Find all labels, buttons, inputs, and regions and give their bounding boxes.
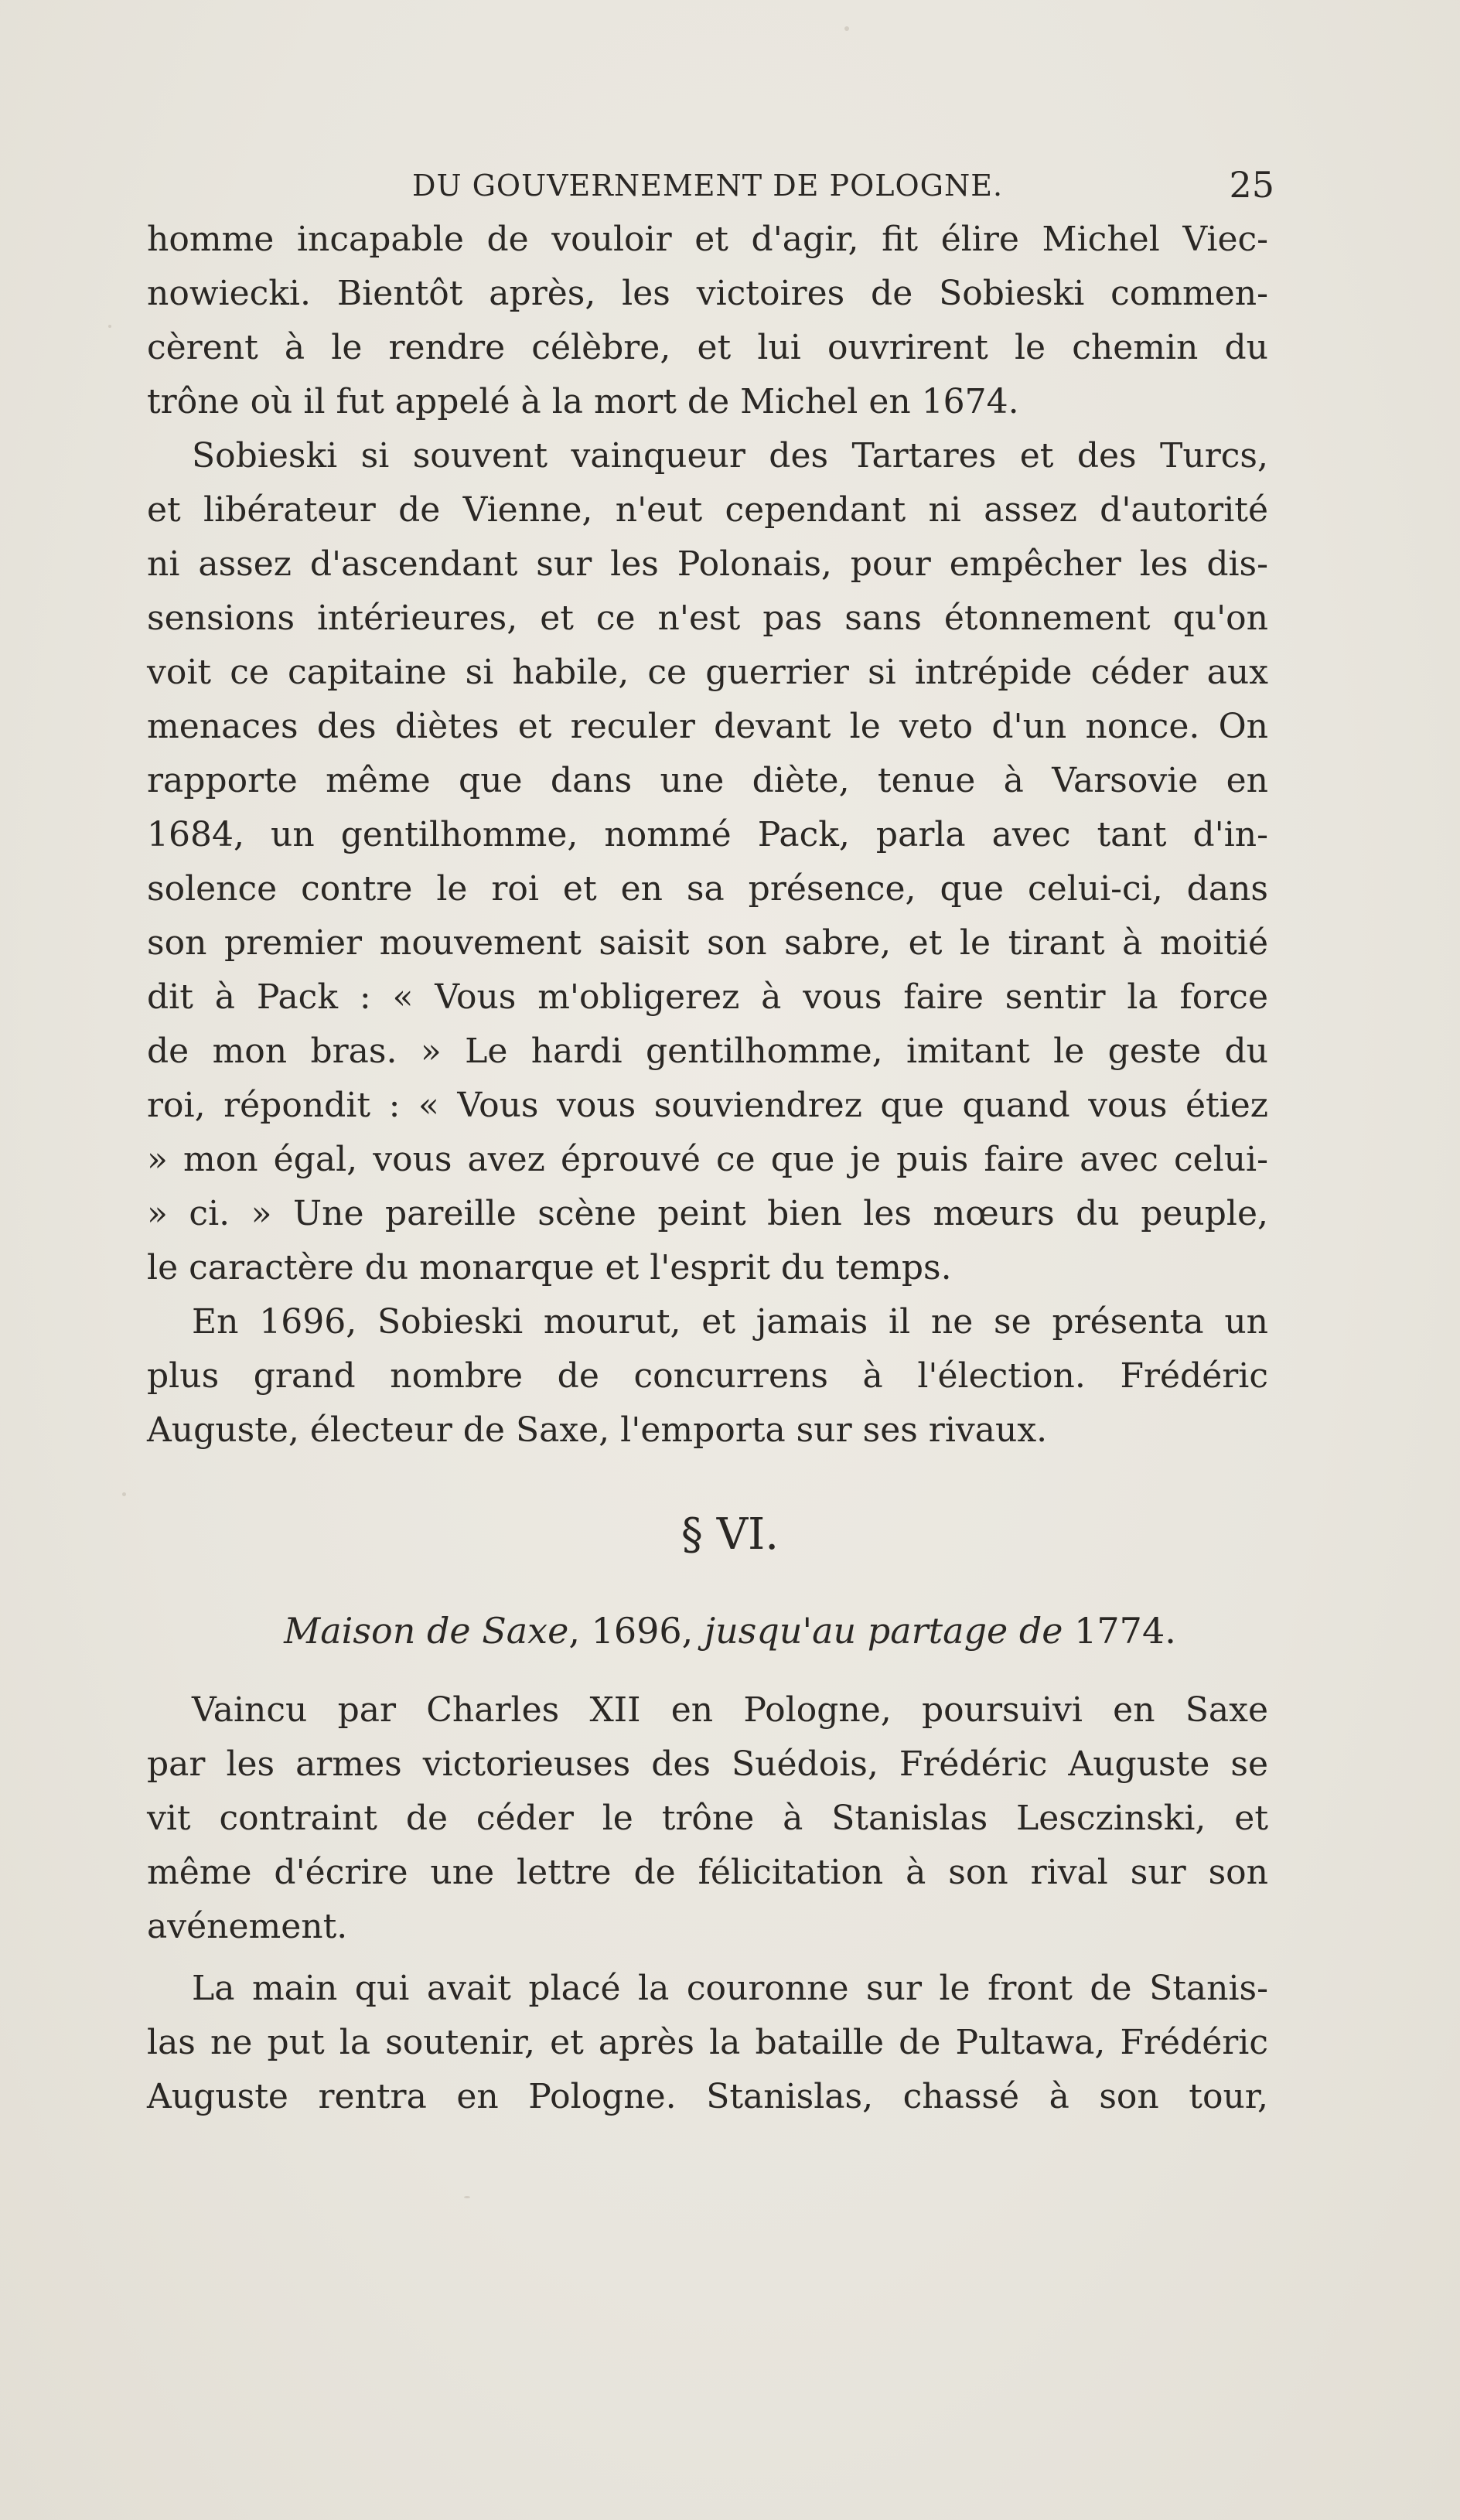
subtitle-end-year: 1774. [1063, 1610, 1176, 1652]
paper-speck [108, 325, 111, 328]
text-line: solence contre le roi et en sa présence, que celui-ci, dans [147, 869, 1268, 909]
text-line: plus grand nombre de concurrens à l'élection. Frédéric [147, 1356, 1268, 1396]
text-line: le caractère du monarque et l'esprit du temps. [147, 1248, 952, 1287]
text-line: voit ce capitaine si habile, ce guerrier si intrépide céder aux [147, 653, 1268, 692]
text-line: sensions intérieures, et ce n'est pas sans étonnement qu'on [147, 598, 1268, 638]
text-line: trône où il fut appelé à la mort de Michel en 1674. [147, 382, 1019, 421]
text-line: menaces des diètes et reculer devant le veto d'un nonce. On [147, 707, 1268, 746]
text-line: de mon bras. » Le hardi gentilhomme, imitant le geste du [147, 1032, 1268, 1071]
section-subtitle [0, 1610, 1460, 1652]
paper-speck [122, 1492, 126, 1496]
text-line: rapporte même que dans une diète, tenue à Varsovie en [147, 761, 1268, 800]
text-line: par les armes victorieuses des Suédois, Frédéric Auguste se [147, 1744, 1268, 1784]
text-line: » ci. » Une pareille scène peint bien les mœurs du peuple, [147, 1194, 1268, 1233]
subtitle-start-year: , 1696, [568, 1610, 704, 1652]
page-number: 25 [1229, 164, 1274, 206]
text-line: son premier mouvement saisit son sabre, et le tirant à moitié [147, 923, 1268, 963]
text-line: Vaincu par Charles XII en Pologne, poursuivi en Saxe [192, 1690, 1268, 1730]
text-line: dit à Pack : « Vous m'obligerez à vous faire sentir la force [147, 977, 1268, 1017]
subtitle-until: jusqu'au partage de [704, 1610, 1063, 1652]
text-line: vit contraint de céder le trône à Stanislas Lesczinski, et [147, 1799, 1268, 1838]
running-title: DU GOUVERNEMENT DE POLOGNE. [412, 169, 1004, 203]
text-line: roi, répondit : « Vous vous souviendrez que quand vous étiez [147, 1086, 1268, 1125]
text-line: las ne put la soutenir, et après la bataille de Pultawa, Frédéric [147, 2023, 1268, 2062]
page-header [147, 164, 1284, 210]
text-line: 1684, un gentilhomme, nommé Pack, parla avec tant d'in- [147, 815, 1268, 854]
text-line: et libérateur de Vienne, n'eut cependant ni assez d'autorité [147, 490, 1268, 530]
paper-speck [464, 2196, 470, 2198]
text-line: La main qui avait placé la couronne sur le front de Stanis- [192, 1969, 1268, 2008]
text-line: avénement. [147, 1907, 348, 1946]
text-line: » mon égal, vous avez éprouvé ce que je puis faire avec celui- [147, 1140, 1268, 1179]
text-line: ni assez d'ascendant sur les Polonais, pour empêcher les dis- [147, 544, 1268, 584]
text-line: Auguste rentra en Pologne. Stanislas, chassé à son tour, [147, 2077, 1268, 2116]
text-line: même d'écrire une lettre de félicitation à son rival sur son [147, 1853, 1268, 1892]
subtitle-house: Maison de Saxe [284, 1610, 569, 1652]
text-line: cèrent à le rendre célèbre, et lui ouvrirent le chemin du [147, 328, 1268, 367]
text-line: Auguste, électeur de Saxe, l'emporta sur ses rivaux. [147, 1410, 1048, 1450]
section-heading: § VI. [681, 1509, 779, 1560]
text-line: Sobieski si souvent vainqueur des Tartares et des Turcs, [192, 436, 1268, 476]
text-line: En 1696, Sobieski mourut, et jamais il ne se présenta un [192, 1302, 1268, 1342]
text-line: homme incapable de vouloir et d'agir, fit élire Michel Viec- [147, 220, 1268, 259]
paper-speck [844, 26, 849, 31]
text-line: nowiecki. Bientôt après, les victoires de Sobieski commen- [147, 274, 1268, 313]
